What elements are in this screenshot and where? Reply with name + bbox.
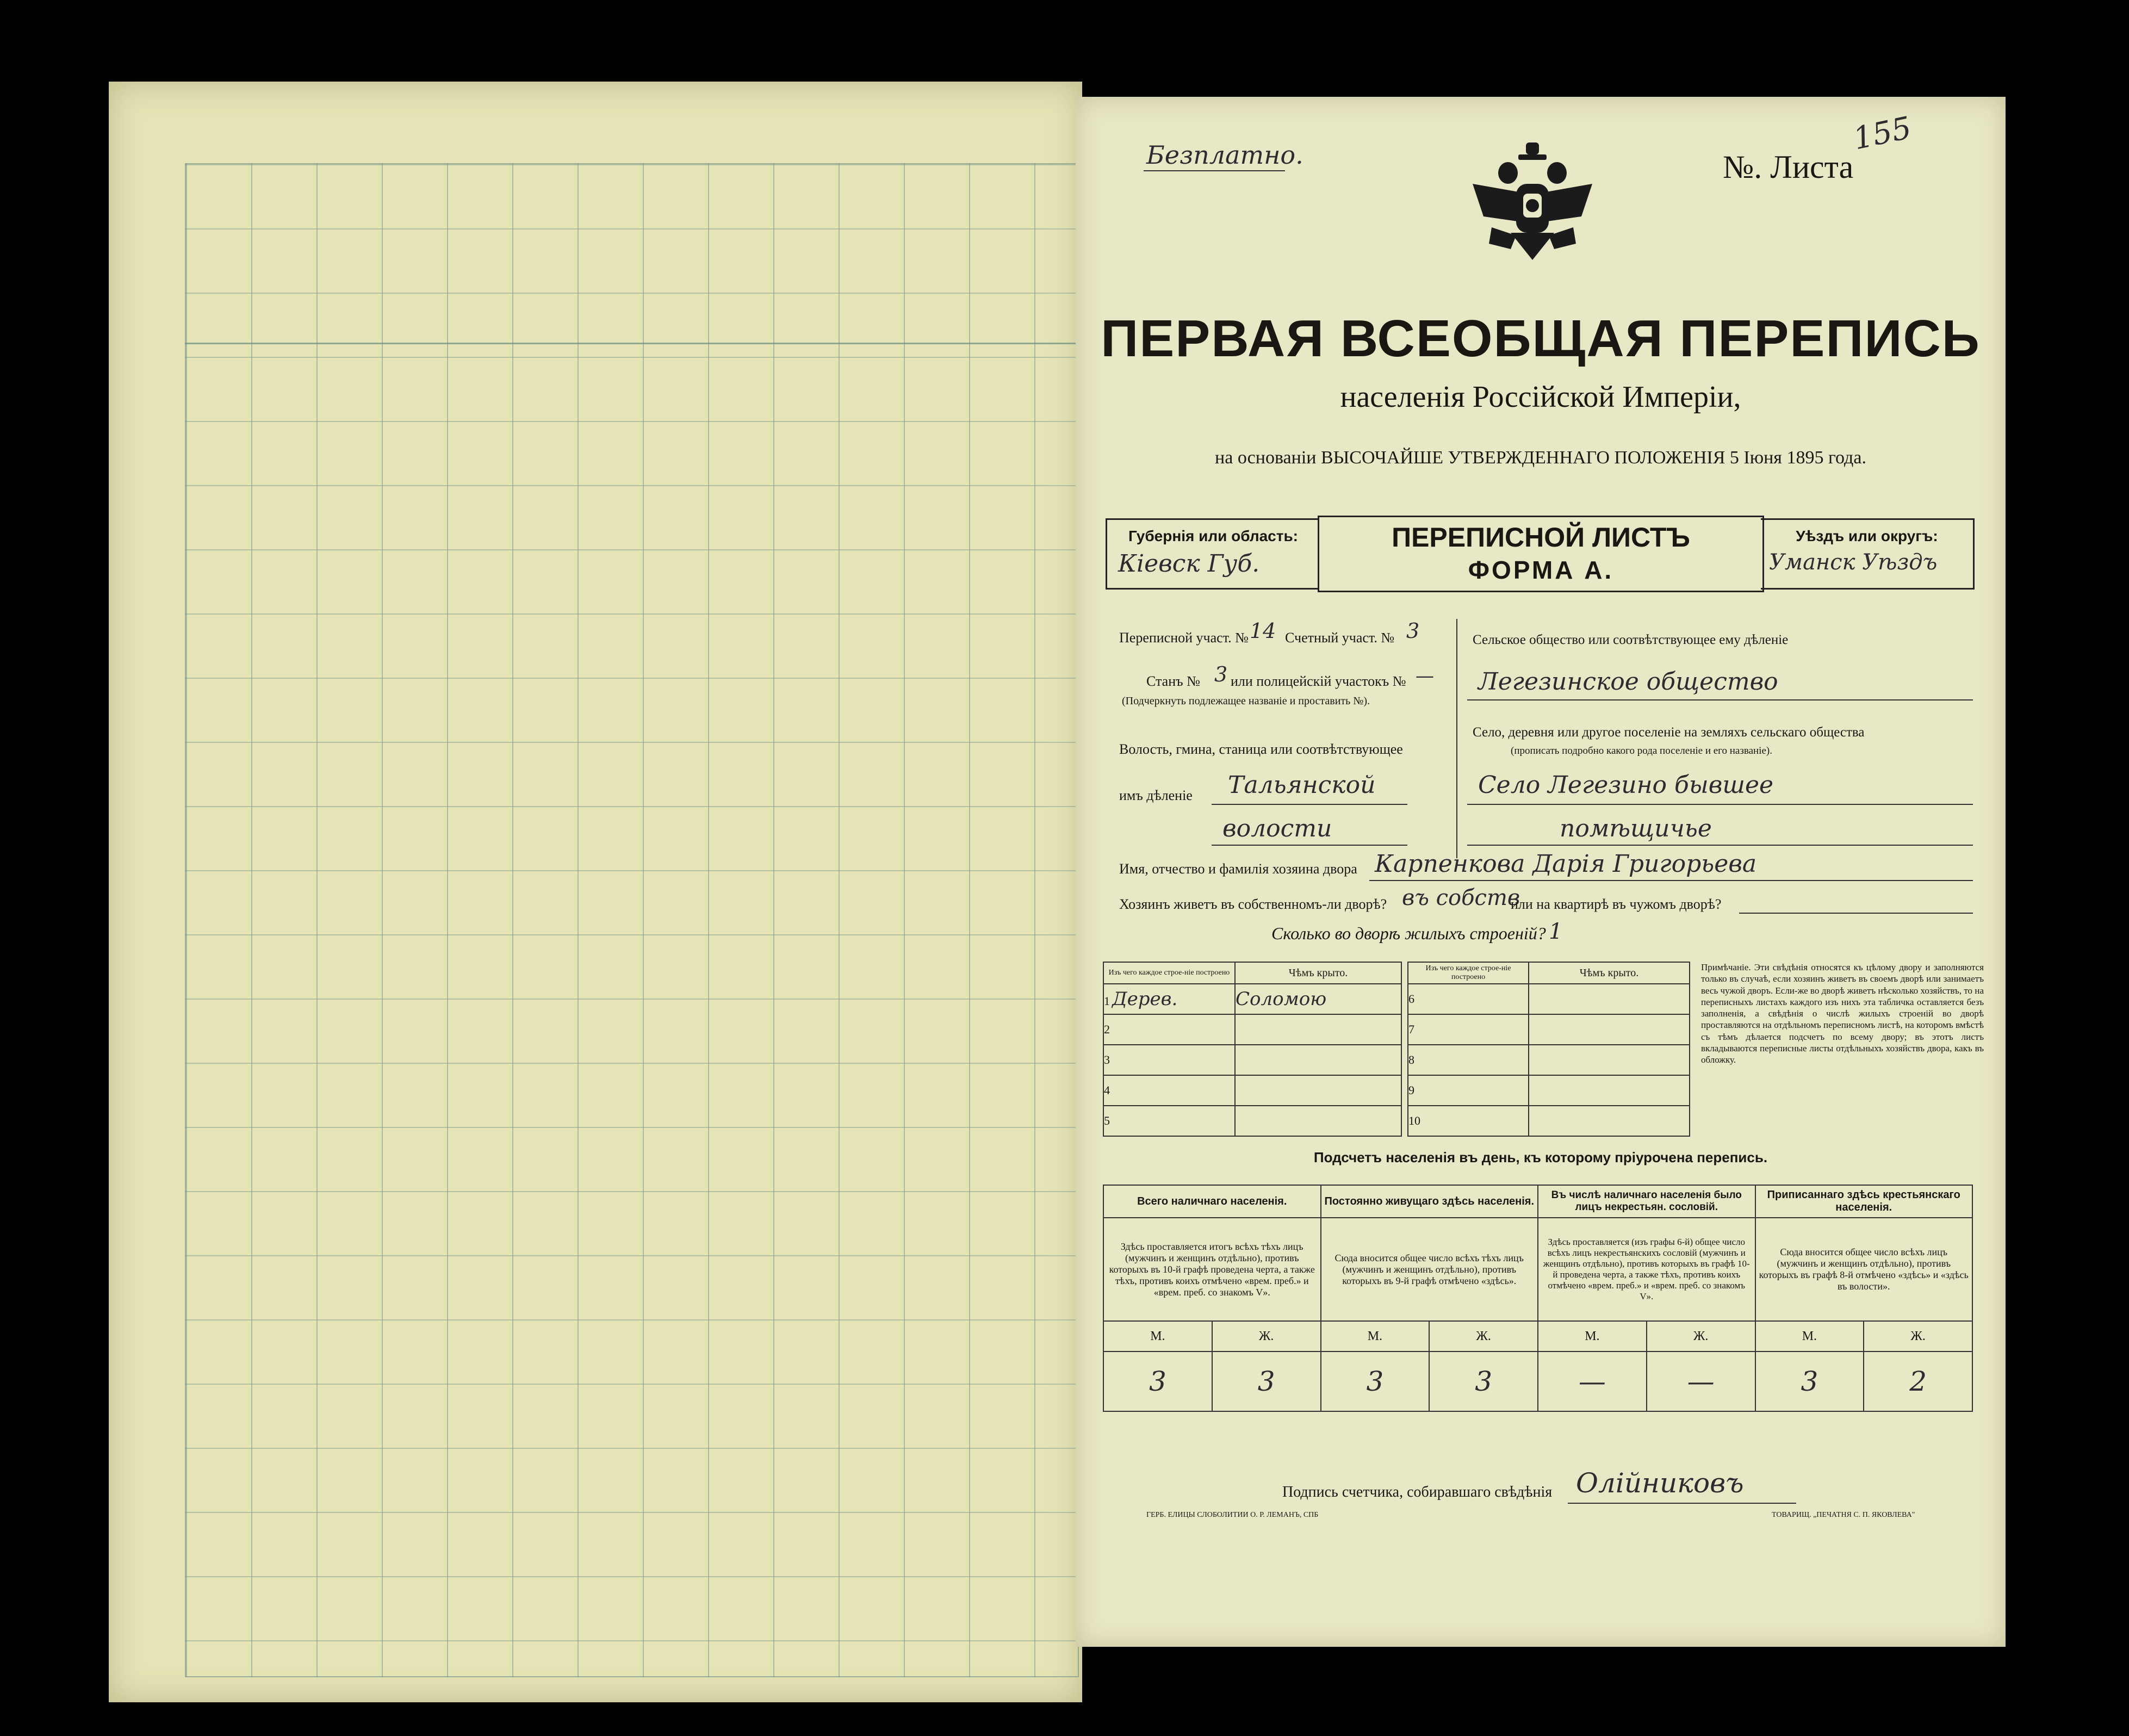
owner-label: Имя, отчество и фамилія хозяина двора bbox=[1119, 861, 1357, 877]
volost-label-2: имъ дѣленіе bbox=[1119, 788, 1193, 803]
building-row: 9 bbox=[1408, 1075, 1529, 1106]
guberniya-value: Кіевск Губ. bbox=[1118, 550, 1260, 578]
uchastok-label: Переписной участ. № bbox=[1119, 630, 1249, 646]
printer-left: ГЕРБ. ЕЛИЦЫ СЛОБОЛИТИИ О. Р. ЛЕМАНЪ, СПБ bbox=[1146, 1511, 1319, 1519]
building-row: 10 bbox=[1408, 1106, 1529, 1136]
count-value: 3 bbox=[1321, 1351, 1430, 1411]
stan-value: 3 bbox=[1214, 662, 1228, 686]
signature-value: Олійниковъ bbox=[1576, 1467, 1744, 1499]
stan-label: Станъ № bbox=[1146, 673, 1200, 689]
buildings-table-left: Изъ чего каждое строе-ніе построено Чѣмъ крыто. 1 Дерев. Соломою 2 3 4 5 bbox=[1103, 962, 1402, 1137]
count-value: 3 bbox=[1103, 1351, 1212, 1411]
form-type: ФОРМА А. bbox=[1468, 556, 1614, 584]
building-row: 7 bbox=[1408, 1014, 1529, 1045]
buildings-col-roof: Чѣмъ крыто. bbox=[1235, 962, 1401, 984]
building-row: 8 bbox=[1408, 1045, 1529, 1075]
selo-value-2: помѣщичье bbox=[1560, 815, 1712, 842]
uezd-value: Уманск Уѣздъ bbox=[1769, 550, 1938, 575]
census-subtitle: населенія Россійской Имперіи, bbox=[1340, 380, 1741, 414]
field-column-divider bbox=[1456, 619, 1457, 858]
volost-label: Волость, гмина, станица или соотвѣтствующее bbox=[1119, 741, 1403, 757]
double-headed-eagle-icon bbox=[1462, 140, 1603, 265]
census-basis: на основаніи ВЫСОЧАЙШЕ УТВЕРЖДЕННАГО ПОЛОЖЕНІЯ 5 Іюня 1895 года. bbox=[1215, 448, 1866, 468]
count-value: 3 bbox=[1212, 1351, 1321, 1411]
uchastok-value: 14 bbox=[1250, 619, 1276, 643]
obshchestvo-value: Легезинское общество bbox=[1478, 668, 1778, 696]
form-name: ПЕРЕПИСНОЙ ЛИСТЪ bbox=[1392, 522, 1690, 553]
count-header-total: Всего наличнаго населенія. bbox=[1103, 1185, 1321, 1218]
building-row: 2 bbox=[1103, 1014, 1235, 1045]
count-header-registered: Приписаннаго здѣсь крестьянскаго населенія. bbox=[1755, 1185, 1973, 1218]
census-main-title: ПЕРВАЯ ВСЕОБЩАЯ ПЕРЕПИСЬ bbox=[1101, 309, 1981, 368]
left-page-grid bbox=[185, 163, 1079, 1677]
sheet-number-label: №. Листа bbox=[1723, 149, 1854, 185]
buildings-note: Примѣчаніе. Эти свѣдѣнія относятся къ цѣлому двору и заполняются только въ случаѣ, если хозяинъ живетъ въ своемъ дворѣ или занимаетъ весь чужой дворъ. Если-же во дворѣ живетъ нѣсколько хозяйствъ, то на переписныхъ листахъ каждого изъ нихъ эта табличка оставляется безъ заполненія, а свѣдѣнія о числѣ жилыхъ строеній во дворѣ проставляются на отдѣльномъ переписномъ листѣ, на которомъ вмѣстѣ съ тѣмъ дѣлается подсчетъ по всему двору; въ этотъ листъ вкладываются переписные листы отдѣльныхъ хозяйствъ двора, какъ въ обложку. bbox=[1701, 962, 1984, 1065]
count-value: 3 bbox=[1755, 1351, 1864, 1411]
selo-label: Село, деревня или другое поселеніе на земляхъ сельскаго общества bbox=[1473, 725, 1865, 740]
left-page bbox=[109, 82, 1082, 1702]
buildings-col-material: Изъ чего каждое строе-ніе построено bbox=[1103, 962, 1235, 984]
census-form-page bbox=[1076, 97, 2006, 1647]
printer-right: ТОВАРИЩ. „ПЕЧАТНЯ С. П. ЯКОВЛЕВА" bbox=[1772, 1511, 1915, 1519]
guberniya-box bbox=[1106, 518, 1319, 590]
count-value: 2 bbox=[1864, 1351, 1972, 1411]
buildings-label: Сколько во дворѣ жилыхъ строеній? bbox=[1271, 923, 1546, 943]
free-label: Безплатно. bbox=[1146, 140, 1304, 170]
building-row: 1 Дерев. bbox=[1103, 984, 1235, 1014]
count-title: Подсчетъ населенія въ день, къ которому пріурочена перепись. bbox=[1313, 1149, 1768, 1165]
count-desc: Сюда вносится общее число всѣхъ тѣхъ лицъ (мужчинъ и женщинъ отдѣльно), противъ которыхъ въ 9-й графѣ отмѣчено «здѣсь». bbox=[1321, 1218, 1538, 1321]
obshchestvo-label: Сельское общество или соотвѣтствующее ему дѣленіе bbox=[1473, 633, 1789, 647]
building-row: 4 bbox=[1103, 1075, 1235, 1106]
volost-value-2: волости bbox=[1222, 815, 1332, 842]
underline-note: (Подчеркнуть подлежащее названіе и проставить №). bbox=[1122, 695, 1370, 707]
building-row: 6 bbox=[1408, 984, 1529, 1014]
building-row: 5 bbox=[1103, 1106, 1235, 1136]
left-page-grid-header bbox=[185, 163, 1077, 344]
count-header-permanent: Постоянно живущаго здѣсь населенія. bbox=[1321, 1185, 1538, 1218]
count-desc: Здѣсь проставляется (изъ графы 6-й) общее число всѣхъ лицъ некрестьянскихъ сословій (мужчинъ и женщинъ отдѣльно), противъ которыхъ въ графѣ 10-й проведена черта, а также тѣхъ, противъ коихъ отмѣчено «врем. преб.» и «врем. преб. со знакомъ V». bbox=[1538, 1218, 1755, 1321]
sheet-number-value: 155 bbox=[1850, 110, 1915, 157]
own-house-value: въ собств bbox=[1402, 885, 1520, 910]
police-label: или полицейскій участокъ № bbox=[1231, 673, 1406, 689]
count-desc: Сюда вносится общее число всѣхъ лицъ (мужчинъ и женщинъ отдѣльно), противъ которыхъ въ графѣ 8-й отмѣчено «здѣсь» и «здѣсь въ волости». bbox=[1755, 1218, 1973, 1321]
uezd-box bbox=[1761, 518, 1975, 590]
own-house-label-2: или на квартирѣ въ чужомъ дворѣ? bbox=[1511, 896, 1722, 912]
guberniya-label: Губернія или область: bbox=[1128, 528, 1299, 544]
selo-value-1: Село Легезино бывшее bbox=[1478, 771, 1774, 799]
signature-label: Подпись счетчика, собиравшаго свѣдѣнія bbox=[1282, 1484, 1553, 1501]
own-house-label: Хозяинъ живетъ въ собственномъ-ли дворѣ? bbox=[1119, 896, 1387, 912]
count-value: — bbox=[1538, 1351, 1647, 1411]
selo-note: (прописать подробно какого рода поселеніе и его названіе). bbox=[1511, 745, 1772, 757]
police-value: — bbox=[1416, 665, 1434, 687]
count-value: — bbox=[1647, 1351, 1755, 1411]
count-value: 3 bbox=[1429, 1351, 1538, 1411]
population-count-table: Всего наличнаго населенія. Постоянно живущаго здѣсь населенія. Въ числѣ наличнаго населенія было лицъ некрестьян. сословій. Приписаннаго здѣсь крестьянскаго населенія. Здѣсь проставляется итогъ всѣхъ тѣхъ лицъ (мужчинъ и женщинъ отдѣльно), противъ которыхъ въ 10-й графѣ проведена черта, а также тѣхъ, противъ коихъ отмѣчено «врем. преб.» и «врем. преб. со знакомъ V». Сюда вносится общее число всѣхъ тѣхъ лицъ (мужчинъ и женщинъ отдѣльно), противъ которыхъ въ 9-й графѣ отмѣчено «здѣсь». Здѣсь проставляется (изъ графы 6-й) общее число всѣхъ лицъ некрестьянскихъ сословій (мужчинъ и женщинъ отдѣльно), противъ которыхъ въ графѣ 10-й проведена черта, а также тѣхъ, противъ коихъ отмѣчено «врем. преб.» и «врем. преб. со знакомъ V». Сюда вносится общее число всѣхъ лицъ (мужчинъ и женщинъ отдѣльно), противъ которыхъ въ графѣ 8-й отмѣчено «здѣсь» и «здѣсь въ волости». М. Ж. М. Ж. М. Ж. М. Ж. 3 3 3 3 — — 3 2 bbox=[1103, 1185, 1973, 1412]
schetny-label: Счетный участ. № bbox=[1285, 630, 1395, 646]
count-desc: Здѣсь проставляется итогъ всѣхъ тѣхъ лицъ (мужчинъ и женщинъ отдѣльно), противъ которыхъ въ 10-й графѣ проведена черта, а также тѣхъ, противъ коихъ отмѣчено «врем. преб.» и «врем. преб. со знакомъ V». bbox=[1103, 1218, 1321, 1321]
form-title-box bbox=[1318, 516, 1764, 592]
buildings-table-right: Изъ чего каждое строе-ніе построено Чѣмъ крыто. 6 7 8 9 10 bbox=[1407, 962, 1690, 1137]
schetny-value: 3 bbox=[1406, 619, 1420, 643]
volost-value-1: Тальянской bbox=[1228, 771, 1376, 799]
building-row: 3 bbox=[1103, 1045, 1235, 1075]
uezd-label: Уѣздъ или округъ: bbox=[1796, 528, 1938, 544]
owner-value: Карпенкова Дарія Григорьева bbox=[1375, 850, 1757, 878]
count-header-non-peasant: Въ числѣ наличнаго населенія было лицъ некрестьян. сословій. bbox=[1538, 1185, 1755, 1218]
buildings-value: 1 bbox=[1549, 919, 1563, 944]
